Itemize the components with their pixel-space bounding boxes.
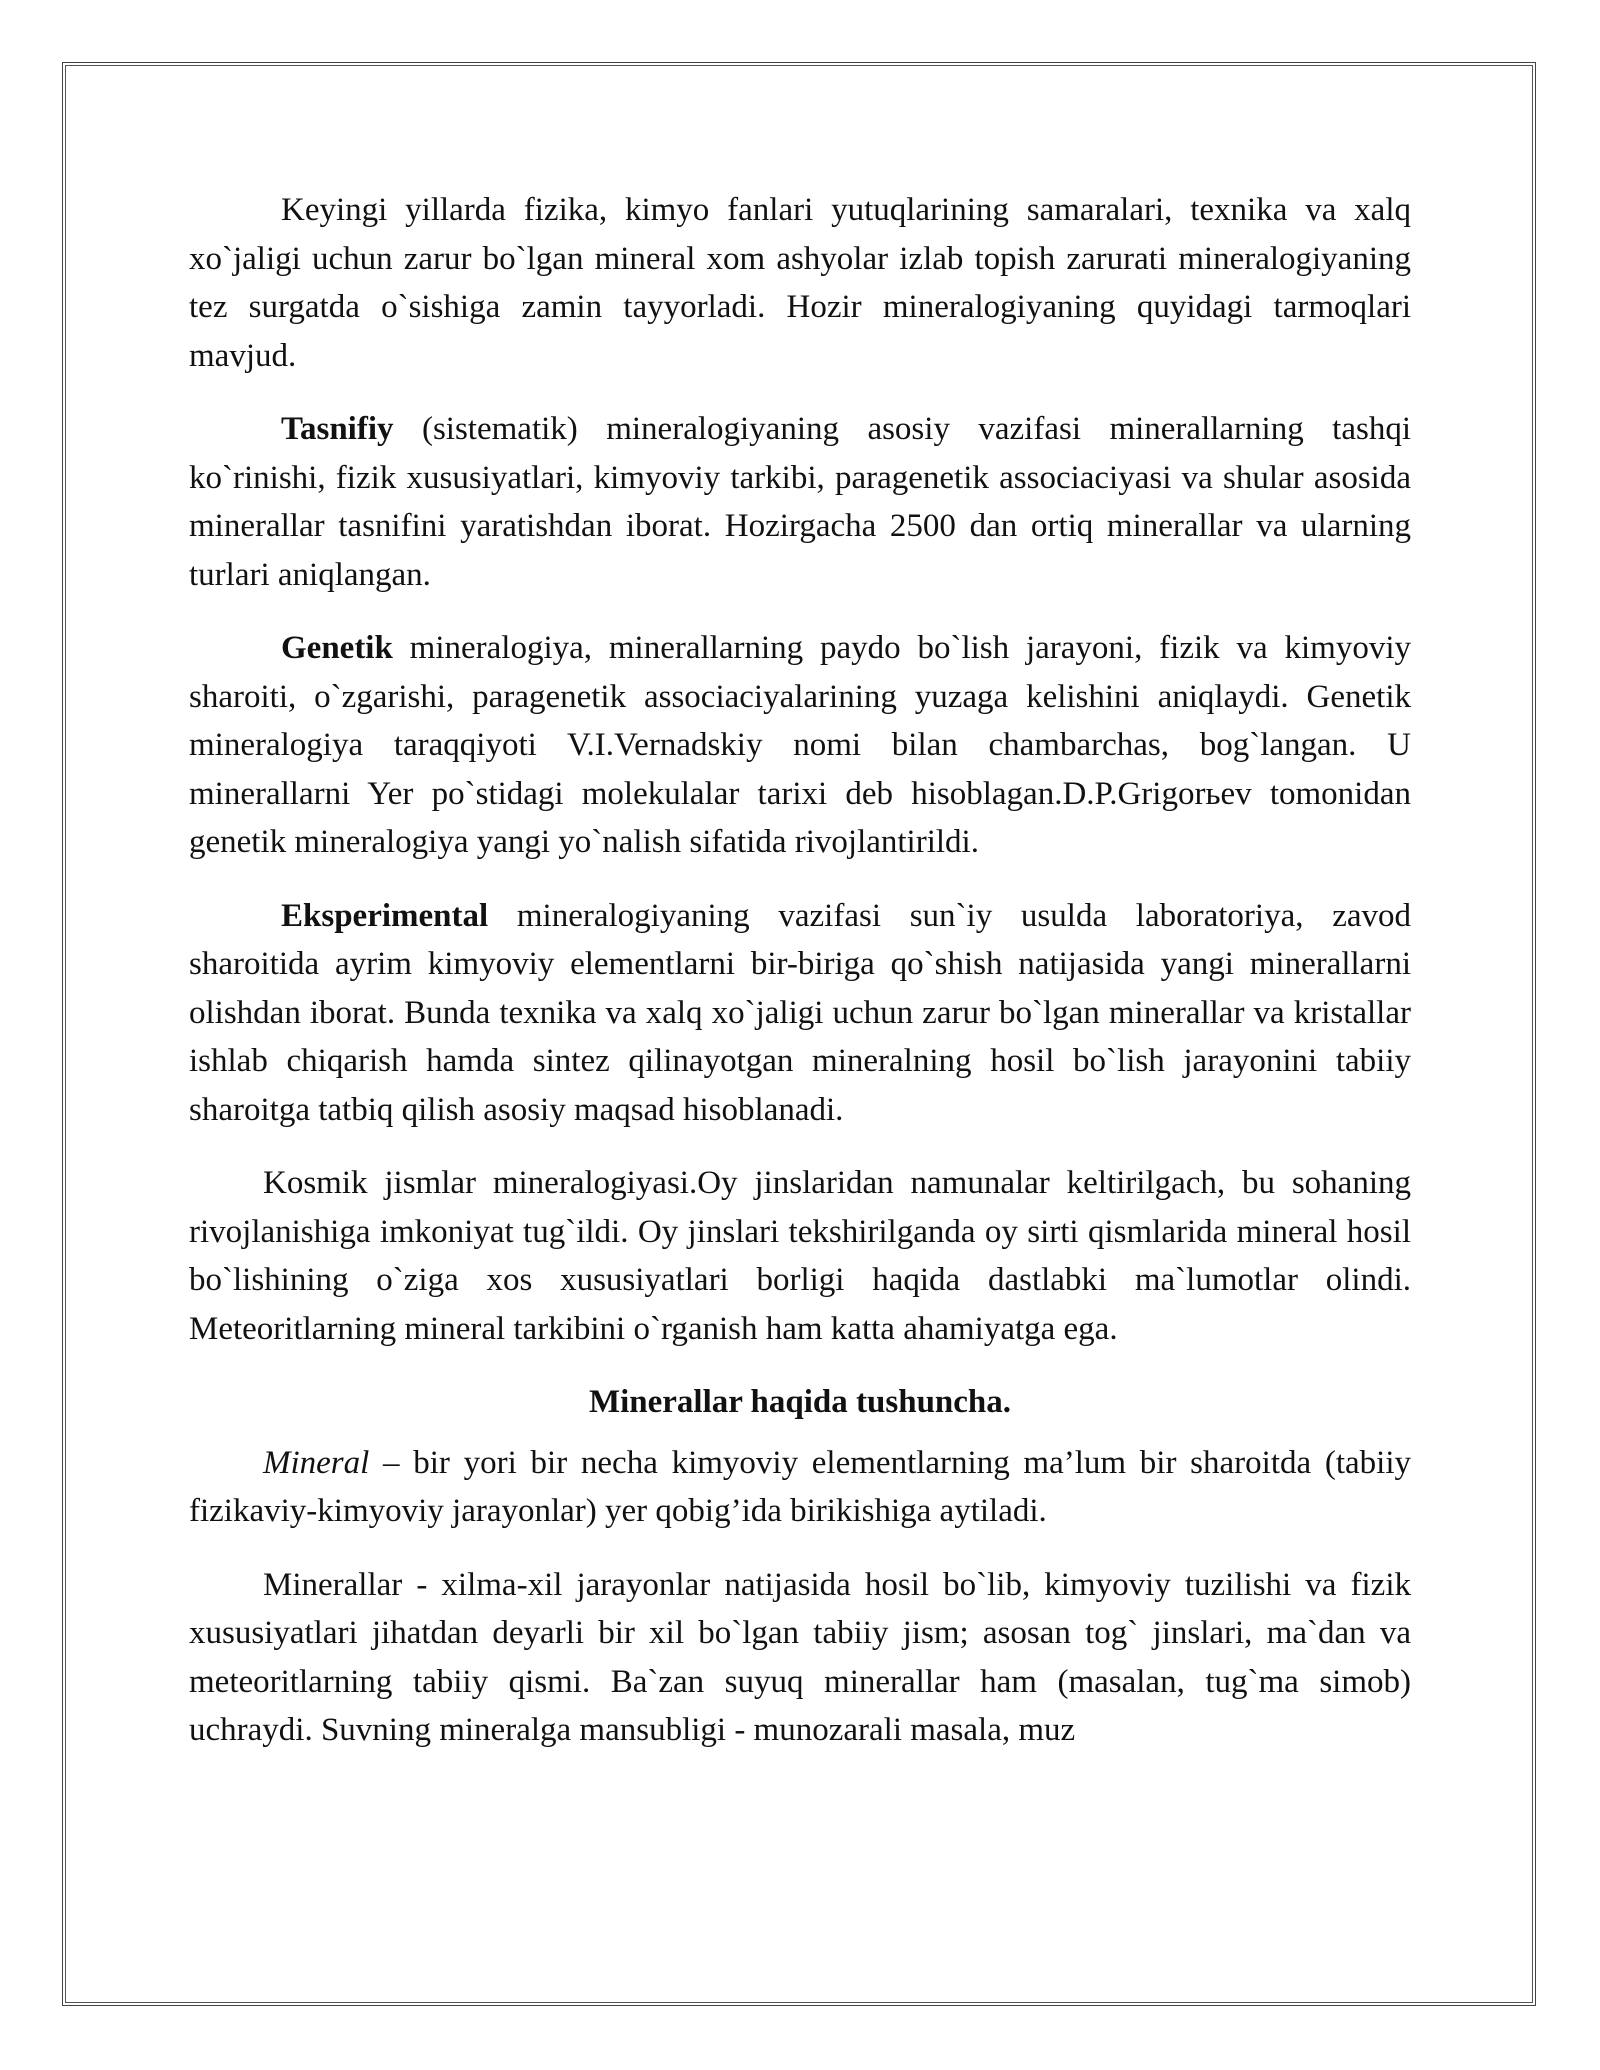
- paragraph-text: mineralogiya, minerallarning paydo bo`lish jarayoni, fizik va kimyoviy sharoiti, o`zgarishi, paragenetik associaciyalarining yuzaga kelishini aniqlaydi. Genetik mineralogiya taraqqiyoti V.I.Vernadskiy nomi bilan chambarchas, bog`langan. U minerallarni Yer po`stidagi molekulalar tarixi deb hisoblagan.D.P.Grigorьev tomonidan genetik mineralogiya yangi yo`nalish sifatida rivojlantirildi.: [189, 630, 1411, 860]
- paragraph-lead: Eksperimental: [281, 897, 489, 934]
- document-body: [189, 186, 1411, 1780]
- paragraph-genetik: [189, 624, 1411, 867]
- section-heading: Minerallar haqida tushuncha.: [588, 1384, 1012, 1420]
- paragraph-definition: [189, 1439, 1411, 1536]
- paragraph-lead: Genetik: [281, 630, 393, 666]
- definition-text: – bir yori bir necha kimyoviy elementlarning ma’lum bir sharoitda (tabiiy fizikaviy-kimyoviy jarayonlar) yer qobig’ida birikishiga aytiladi.: [189, 1444, 1411, 1529]
- paragraph-tasnifiy: [189, 405, 1411, 599]
- paragraph-lead: Tasnifiy: [281, 411, 394, 447]
- paragraph-eksperimental: [189, 892, 1411, 1135]
- definition-term: Mineral: [263, 1444, 370, 1481]
- paragraph-text: mineralogiyaning vazifasi sun`iy usulda laboratoriya, zavod sharoitida ayrim kimyoviy elementlarni bir-biriga qo`shish natijasida yangi minerallarni olishdan iborat. Bunda texnika va xalq xo`jaligi uchun zarur bo`lgan minerallar va kristallar ishlab chiqarish hamda sintez qilinayotgan mineralning hosil bo`lish jarayonini tabiiy sharoitga tatbiq qilish asosiy maqsad hisoblanadi.: [189, 897, 1411, 1128]
- paragraph-text: Minerallar - xilma-xil jarayonlar natijasida hosil bo`lib, kimyoviy tuzilishi va fizik xususiyatlari jihatdan deyarli bir xil bo`lgan tabiiy jism; asosan tog` jinslari, ma`dan va meteoritlarning tabiiy qismi. Ba`zan suyuq minerallar ham (masalan, tug`ma simob) uchraydi. Suvning mineralga mansubligi - munozarali masala, muz: [189, 1566, 1411, 1748]
- paragraph-text: (sistematik) mineralogiyaning asosiy vazifasi minerallarning tashqi ko`rinishi, fizik xususiyatlari, kimyoviy tarkibi, paragenetik associaciyasi va shular asosida minerallar tasnifini yaratishdan iborat. Hozirgacha 2500 dan ortiq minerallar va ularning turlari aniqlangan.: [189, 411, 1411, 593]
- paragraph-intro: [189, 186, 1411, 380]
- paragraph-text: Kosmik jismlar mineralogiyasi.Oy jinslaridan namunalar keltirilgach, bu sohaning rivojlanishiga imkoniyat tug`ildi. Oy jinslari tekshirilganda oy sirti qismlarida mineral hosil bo`lishining o`ziga xos xususiyatlari borligi haqida dastlabki ma`lumotlar olindi. Meteoritlarning mineral tarkibini o`rganish ham katta ahamiyatga ega.: [189, 1165, 1411, 1347]
- paragraph-kosmik: [189, 1159, 1411, 1353]
- paragraph-text: Keyingi yillarda fizika, kimyo fanlari yutuqlarining samaralari, texnika va xalq xo`jaligi uchun zarur bo`lgan mineral xom ashyolar izlab topish zarurati mineralogiyaning tez surgatda o`sishiga zamin tayyorladi. Hozir mineralogiyaning quyidagi tarmoqlari mavjud.: [189, 192, 1411, 374]
- paragraph-minerallar: [189, 1561, 1411, 1755]
